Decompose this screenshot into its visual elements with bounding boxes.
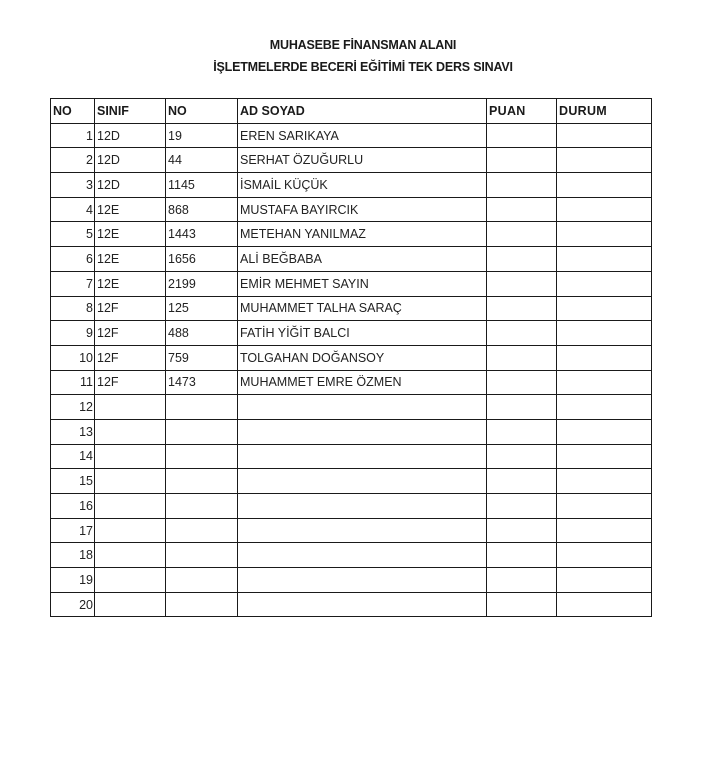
column-header-ad-soyad: AD SOYAD bbox=[238, 99, 487, 124]
cell-puan bbox=[487, 592, 557, 617]
table-row bbox=[51, 543, 652, 568]
exam-student-table bbox=[50, 98, 652, 617]
table-row bbox=[51, 271, 652, 296]
cell-ad-soyad bbox=[238, 395, 487, 420]
cell-sira-no: 11 bbox=[51, 370, 95, 395]
cell-sinif: 12E bbox=[95, 197, 166, 222]
table-row bbox=[51, 123, 652, 148]
cell-sira-no: 4 bbox=[51, 197, 95, 222]
cell-okul-no: 1443 bbox=[166, 222, 238, 247]
cell-sira-no: 18 bbox=[51, 543, 95, 568]
table-row bbox=[51, 296, 652, 321]
cell-puan bbox=[487, 271, 557, 296]
cell-sira-no: 2 bbox=[51, 148, 95, 173]
table-row bbox=[51, 247, 652, 272]
column-header-durum: DURUM bbox=[557, 99, 652, 124]
cell-sinif: 12E bbox=[95, 222, 166, 247]
cell-sinif: 12F bbox=[95, 296, 166, 321]
cell-sira-no: 3 bbox=[51, 173, 95, 198]
cell-durum bbox=[557, 321, 652, 346]
cell-okul-no bbox=[166, 543, 238, 568]
cell-sira-no: 12 bbox=[51, 395, 95, 420]
cell-sinif bbox=[95, 592, 166, 617]
cell-ad-soyad bbox=[238, 568, 487, 593]
table-row bbox=[51, 345, 652, 370]
cell-sinif: 12F bbox=[95, 321, 166, 346]
cell-durum bbox=[557, 370, 652, 395]
cell-durum bbox=[557, 568, 652, 593]
cell-ad-soyad: MUHAMMET EMRE ÖZMEN bbox=[238, 370, 487, 395]
cell-durum bbox=[557, 444, 652, 469]
table-row bbox=[51, 592, 652, 617]
table-row bbox=[51, 395, 652, 420]
cell-ad-soyad bbox=[238, 419, 487, 444]
cell-ad-soyad bbox=[238, 518, 487, 543]
cell-ad-soyad: EREN SARIKAYA bbox=[238, 123, 487, 148]
cell-sinif bbox=[95, 518, 166, 543]
table-row bbox=[51, 197, 652, 222]
cell-puan bbox=[487, 395, 557, 420]
cell-sira-no: 17 bbox=[51, 518, 95, 543]
cell-ad-soyad: METEHAN YANILMAZ bbox=[238, 222, 487, 247]
cell-puan bbox=[487, 222, 557, 247]
cell-puan bbox=[487, 345, 557, 370]
cell-okul-no bbox=[166, 592, 238, 617]
column-header-puan: PUAN bbox=[487, 99, 557, 124]
cell-okul-no: 2199 bbox=[166, 271, 238, 296]
cell-sinif bbox=[95, 568, 166, 593]
table-header-row bbox=[51, 99, 652, 124]
cell-sira-no: 19 bbox=[51, 568, 95, 593]
cell-puan bbox=[487, 444, 557, 469]
cell-ad-soyad bbox=[238, 592, 487, 617]
cell-okul-no: 488 bbox=[166, 321, 238, 346]
cell-okul-no: 868 bbox=[166, 197, 238, 222]
cell-sira-no: 9 bbox=[51, 321, 95, 346]
cell-puan bbox=[487, 321, 557, 346]
cell-durum bbox=[557, 592, 652, 617]
cell-puan bbox=[487, 197, 557, 222]
cell-okul-no bbox=[166, 444, 238, 469]
document-subtitle: İŞLETMELERDE BECERİ EĞİTİMİ TEK DERS SINAVI bbox=[213, 60, 513, 74]
cell-ad-soyad: MUSTAFA BAYIRCIK bbox=[238, 197, 487, 222]
cell-sira-no: 16 bbox=[51, 494, 95, 519]
cell-okul-no bbox=[166, 494, 238, 519]
cell-ad-soyad bbox=[238, 494, 487, 519]
cell-durum bbox=[557, 395, 652, 420]
cell-sinif: 12D bbox=[95, 123, 166, 148]
cell-okul-no: 759 bbox=[166, 345, 238, 370]
cell-puan bbox=[487, 494, 557, 519]
cell-ad-soyad: MUHAMMET TALHA SARAÇ bbox=[238, 296, 487, 321]
cell-ad-soyad: TOLGAHAN DOĞANSOY bbox=[238, 345, 487, 370]
cell-sinif: 12E bbox=[95, 247, 166, 272]
cell-sira-no: 5 bbox=[51, 222, 95, 247]
cell-durum bbox=[557, 518, 652, 543]
cell-puan bbox=[487, 173, 557, 198]
cell-durum bbox=[557, 419, 652, 444]
cell-durum bbox=[557, 173, 652, 198]
cell-okul-no bbox=[166, 518, 238, 543]
table-row bbox=[51, 568, 652, 593]
column-header-sinif: SINIF bbox=[95, 99, 166, 124]
cell-sinif: 12E bbox=[95, 271, 166, 296]
cell-okul-no bbox=[166, 469, 238, 494]
cell-durum bbox=[557, 469, 652, 494]
cell-sira-no: 1 bbox=[51, 123, 95, 148]
cell-sira-no: 13 bbox=[51, 419, 95, 444]
cell-sinif: 12F bbox=[95, 345, 166, 370]
cell-sinif: 12D bbox=[95, 173, 166, 198]
table-row bbox=[51, 469, 652, 494]
cell-puan bbox=[487, 247, 557, 272]
cell-sira-no: 15 bbox=[51, 469, 95, 494]
cell-ad-soyad bbox=[238, 444, 487, 469]
cell-puan bbox=[487, 419, 557, 444]
cell-ad-soyad bbox=[238, 469, 487, 494]
cell-okul-no: 1473 bbox=[166, 370, 238, 395]
cell-sinif bbox=[95, 469, 166, 494]
cell-durum bbox=[557, 543, 652, 568]
cell-durum bbox=[557, 494, 652, 519]
cell-ad-soyad bbox=[238, 543, 487, 568]
cell-puan bbox=[487, 543, 557, 568]
cell-okul-no: 44 bbox=[166, 148, 238, 173]
cell-puan bbox=[487, 568, 557, 593]
cell-sinif bbox=[95, 494, 166, 519]
cell-sira-no: 10 bbox=[51, 345, 95, 370]
cell-sira-no: 20 bbox=[51, 592, 95, 617]
cell-sinif bbox=[95, 543, 166, 568]
table-row bbox=[51, 518, 652, 543]
cell-puan bbox=[487, 370, 557, 395]
table-row bbox=[51, 444, 652, 469]
table-row bbox=[51, 222, 652, 247]
cell-puan bbox=[487, 123, 557, 148]
cell-ad-soyad: FATİH YİĞİT BALCI bbox=[238, 321, 487, 346]
cell-sira-no: 14 bbox=[51, 444, 95, 469]
cell-sinif bbox=[95, 395, 166, 420]
cell-okul-no: 1145 bbox=[166, 173, 238, 198]
cell-durum bbox=[557, 271, 652, 296]
cell-sira-no: 6 bbox=[51, 247, 95, 272]
cell-ad-soyad: EMİR MEHMET SAYIN bbox=[238, 271, 487, 296]
cell-ad-soyad: ALİ BEĞBABA bbox=[238, 247, 487, 272]
cell-sira-no: 8 bbox=[51, 296, 95, 321]
cell-sinif bbox=[95, 444, 166, 469]
cell-okul-no: 1656 bbox=[166, 247, 238, 272]
cell-puan bbox=[487, 296, 557, 321]
cell-durum bbox=[557, 148, 652, 173]
document-title: MUHASEBE FİNANSMAN ALANI bbox=[269, 38, 457, 52]
cell-okul-no bbox=[166, 395, 238, 420]
cell-durum bbox=[557, 197, 652, 222]
table-row bbox=[51, 173, 652, 198]
cell-okul-no bbox=[166, 568, 238, 593]
cell-okul-no bbox=[166, 419, 238, 444]
cell-sinif: 12F bbox=[95, 370, 166, 395]
cell-ad-soyad: İSMAİL KÜÇÜK bbox=[238, 173, 487, 198]
cell-durum bbox=[557, 123, 652, 148]
column-header-okul-no: NO bbox=[166, 99, 238, 124]
cell-sinif: 12D bbox=[95, 148, 166, 173]
table-row bbox=[51, 494, 652, 519]
cell-sinif bbox=[95, 419, 166, 444]
cell-puan bbox=[487, 469, 557, 494]
cell-durum bbox=[557, 247, 652, 272]
cell-durum bbox=[557, 296, 652, 321]
cell-puan bbox=[487, 148, 557, 173]
cell-ad-soyad: SERHAT ÖZUĞURLU bbox=[238, 148, 487, 173]
cell-durum bbox=[557, 222, 652, 247]
cell-puan bbox=[487, 518, 557, 543]
cell-okul-no: 125 bbox=[166, 296, 238, 321]
table-row bbox=[51, 370, 652, 395]
table-row bbox=[51, 419, 652, 444]
table-row bbox=[51, 148, 652, 173]
table-row bbox=[51, 321, 652, 346]
column-header-sira-no: NO bbox=[51, 99, 95, 124]
cell-durum bbox=[557, 345, 652, 370]
cell-okul-no: 19 bbox=[166, 123, 238, 148]
cell-sira-no: 7 bbox=[51, 271, 95, 296]
